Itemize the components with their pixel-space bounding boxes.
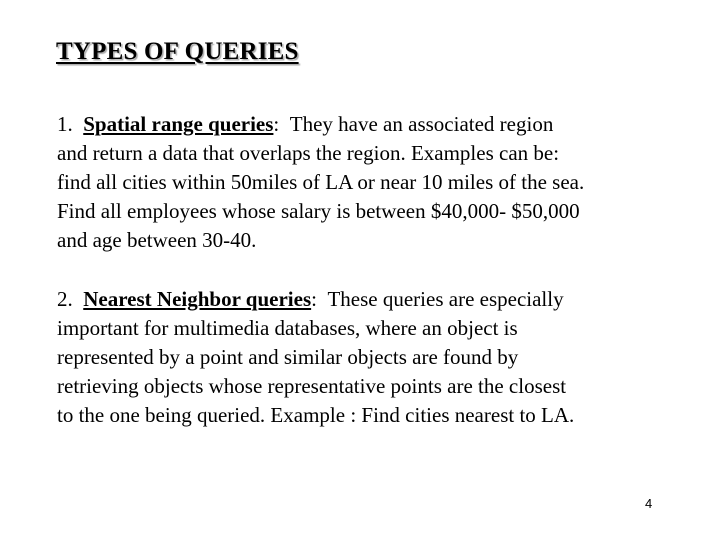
nearest-neighbor-paragraph — [57, 285, 697, 430]
term-spatial-range-queries: Spatial range queries — [83, 112, 274, 136]
list-number: 2. — [57, 287, 73, 311]
paragraph-line: and return a data that overlaps the region. Examples can be: — [57, 141, 560, 165]
paragraph-line: represented by a point and similar objects are found by — [57, 345, 519, 369]
paragraph-text: They have an associated region — [289, 112, 554, 136]
paragraph-line: important for multimedia databases, where an object is — [57, 316, 518, 340]
page-number: 4 — [645, 496, 653, 511]
paragraph-line: and age between 30-40. — [57, 228, 257, 252]
paragraph-line: Find all employees whose salary is between $40,000- $50,000 — [57, 199, 580, 223]
spatial-range-paragraph — [57, 110, 697, 255]
paragraph-line — [57, 285, 697, 314]
term-colon: : — [311, 287, 317, 311]
paragraph-line — [57, 110, 697, 139]
paragraph-line: find all cities within 50miles of LA or near 10 miles of the sea. — [57, 170, 585, 194]
paragraph-text: These queries are especially — [327, 287, 564, 311]
paragraph-line: retrieving objects whose representative points are the closest — [57, 374, 567, 398]
paragraph-line: to the one being queried. Example : Find cities nearest to LA. — [57, 403, 575, 427]
slide-title: TYPES OF QUERIES — [56, 38, 299, 65]
list-number: 1. — [57, 112, 73, 136]
term-colon: : — [273, 112, 280, 136]
term-nearest-neighbor-queries: Nearest Neighbor queries — [83, 287, 312, 311]
